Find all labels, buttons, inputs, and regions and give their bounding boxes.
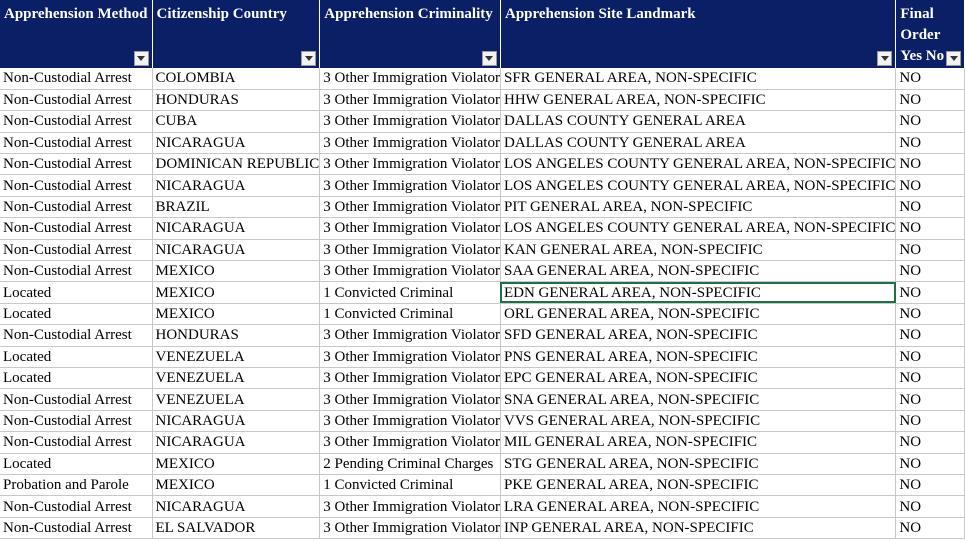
apprehension-method-cell[interactable]: Non-Custodial Arrest: [0, 111, 152, 132]
header-row: [0, 0, 965, 68]
filter-dropdown-icon[interactable]: [301, 51, 316, 66]
table-row: [0, 282, 965, 303]
apprehension-method-cell[interactable]: Located: [0, 346, 152, 367]
table-row: [0, 175, 965, 196]
apprehension-criminality-cell[interactable]: 3 Other Immigration Violator: [320, 218, 501, 239]
table-row: [0, 474, 965, 495]
column-header-label: Final Order Yes No: [900, 6, 945, 64]
apprehension-criminality-cell[interactable]: 3 Other Immigration Violator: [320, 111, 501, 132]
apprehension-method-cell[interactable]: Located: [0, 453, 152, 474]
apprehension-criminality-cell[interactable]: 3 Other Immigration Violator: [320, 389, 501, 410]
apprehension-method-cell[interactable]: Non-Custodial Arrest: [0, 517, 152, 538]
apprehension-criminality-cell[interactable]: 3 Other Immigration Violator: [320, 325, 501, 346]
column-header-label: Apprehension Criminality: [324, 6, 493, 22]
column-header-citizenship-country[interactable]: [152, 0, 320, 68]
table-row: [0, 196, 965, 217]
apprehension-criminality-cell[interactable]: 3 Other Immigration Violator: [320, 132, 501, 153]
table-row: [0, 432, 965, 453]
table-row: [0, 68, 965, 89]
table-row: [0, 496, 965, 517]
final-order-cell[interactable]: NO: [896, 282, 965, 303]
apprehension-method-cell[interactable]: Non-Custodial Arrest: [0, 218, 152, 239]
citizenship-country-cell[interactable]: COLOMBIA: [152, 68, 320, 89]
site-landmark-cell[interactable]: EPC GENERAL AREA, NON-SPECIFIC: [500, 367, 895, 388]
final-order-cell[interactable]: NO: [896, 218, 965, 239]
final-order-cell[interactable]: NO: [896, 346, 965, 367]
citizenship-country-cell[interactable]: NICARAGUA: [152, 432, 320, 453]
final-order-cell[interactable]: NO: [896, 389, 965, 410]
filter-dropdown-icon[interactable]: [946, 51, 961, 66]
final-order-cell[interactable]: NO: [896, 325, 965, 346]
apprehension-criminality-cell[interactable]: 2 Pending Criminal Charges: [320, 453, 501, 474]
final-order-cell[interactable]: NO: [896, 432, 965, 453]
citizenship-country-cell[interactable]: MEXICO: [152, 261, 320, 282]
filter-dropdown-icon[interactable]: [877, 51, 892, 66]
site-landmark-cell[interactable]: LRA GENERAL AREA, NON-SPECIFIC: [500, 496, 895, 517]
site-landmark-cell[interactable]: SFD GENERAL AREA, NON-SPECIFIC: [500, 325, 895, 346]
citizenship-country-cell[interactable]: NICARAGUA: [152, 132, 320, 153]
final-order-cell[interactable]: NO: [896, 367, 965, 388]
column-header-final-order-yes-no[interactable]: [896, 0, 965, 68]
apprehension-method-cell[interactable]: Located: [0, 367, 152, 388]
site-landmark-cell[interactable]: LOS ANGELES COUNTY GENERAL AREA, NON-SPECIFIC: [500, 175, 895, 196]
citizenship-country-cell[interactable]: NICARAGUA: [152, 410, 320, 431]
citizenship-country-cell[interactable]: MEXICO: [152, 303, 320, 324]
citizenship-country-cell[interactable]: VENEZUELA: [152, 389, 320, 410]
table-row: [0, 89, 965, 110]
apprehension-method-cell[interactable]: Non-Custodial Arrest: [0, 389, 152, 410]
site-landmark-cell[interactable]: HHW GENERAL AREA, NON-SPECIFIC: [500, 89, 895, 110]
column-header-label: Apprehension Method: [4, 6, 148, 22]
site-landmark-cell[interactable]: SAA GENERAL AREA, NON-SPECIFIC: [500, 261, 895, 282]
table-row: [0, 132, 965, 153]
apprehension-method-cell[interactable]: Located: [0, 303, 152, 324]
table-row: [0, 261, 965, 282]
column-header-apprehension-method[interactable]: [0, 0, 152, 68]
apprehension-criminality-cell[interactable]: 3 Other Immigration Violator: [320, 175, 501, 196]
citizenship-country-cell[interactable]: NICARAGUA: [152, 218, 320, 239]
final-order-cell[interactable]: NO: [896, 303, 965, 324]
table-row: [0, 154, 965, 175]
column-header-apprehension-site-landmark[interactable]: [500, 0, 895, 68]
apprehension-criminality-cell[interactable]: 1 Convicted Criminal: [320, 474, 501, 495]
table-row: [0, 453, 965, 474]
table-row: [0, 111, 965, 132]
table-body: [0, 68, 965, 539]
site-landmark-cell[interactable]: LOS ANGELES COUNTY GENERAL AREA, NON-SPECIFIC: [500, 154, 895, 175]
apprehension-criminality-cell[interactable]: 3 Other Immigration Violator: [320, 89, 501, 110]
site-landmark-cell[interactable]: PKE GENERAL AREA, NON-SPECIFIC: [500, 474, 895, 495]
citizenship-country-cell[interactable]: BRAZIL: [152, 196, 320, 217]
citizenship-country-cell[interactable]: VENEZUELA: [152, 367, 320, 388]
site-landmark-cell[interactable]: PIT GENERAL AREA, NON-SPECIFIC: [500, 196, 895, 217]
final-order-cell[interactable]: NO: [896, 132, 965, 153]
final-order-cell[interactable]: NO: [896, 68, 965, 89]
citizenship-country-cell[interactable]: NICARAGUA: [152, 239, 320, 260]
apprehension-criminality-cell[interactable]: 3 Other Immigration Violator: [320, 68, 501, 89]
final-order-cell[interactable]: NO: [896, 89, 965, 110]
apprehension-method-cell[interactable]: Non-Custodial Arrest: [0, 132, 152, 153]
column-header-label: Apprehension Site Landmark: [504, 6, 696, 22]
final-order-cell[interactable]: NO: [896, 239, 965, 260]
apprehension-method-cell[interactable]: Non-Custodial Arrest: [0, 325, 152, 346]
column-header-label: Citizenship Country: [156, 6, 287, 22]
site-landmark-cell[interactable]: SNA GENERAL AREA, NON-SPECIFIC: [500, 389, 895, 410]
apprehension-criminality-cell[interactable]: 3 Other Immigration Violator: [320, 346, 501, 367]
citizenship-country-cell[interactable]: DOMINICAN REPUBLIC: [152, 154, 320, 175]
table-row: [0, 346, 965, 367]
citizenship-country-cell[interactable]: VENEZUELA: [152, 346, 320, 367]
apprehension-method-cell[interactable]: Non-Custodial Arrest: [0, 496, 152, 517]
apprehension-method-cell[interactable]: Non-Custodial Arrest: [0, 432, 152, 453]
apprehension-criminality-cell[interactable]: 3 Other Immigration Violator: [320, 367, 501, 388]
final-order-cell[interactable]: NO: [896, 496, 965, 517]
apprehension-method-cell[interactable]: Non-Custodial Arrest: [0, 175, 152, 196]
site-landmark-cell[interactable]: ORL GENERAL AREA, NON-SPECIFIC: [500, 303, 895, 324]
site-landmark-cell[interactable]: INP GENERAL AREA, NON-SPECIFIC: [500, 517, 895, 538]
final-order-cell[interactable]: NO: [896, 111, 965, 132]
table-row: [0, 218, 965, 239]
site-landmark-cell[interactable]: VVS GENERAL AREA, NON-SPECIFIC: [500, 410, 895, 431]
final-order-cell[interactable]: NO: [896, 175, 965, 196]
final-order-cell[interactable]: NO: [896, 410, 965, 431]
table-row: [0, 389, 965, 410]
apprehension-criminality-cell[interactable]: 3 Other Immigration Violator: [320, 261, 501, 282]
table-row: [0, 325, 965, 346]
table-row: [0, 239, 965, 260]
citizenship-country-cell[interactable]: NICARAGUA: [152, 496, 320, 517]
apprehension-method-cell[interactable]: Non-Custodial Arrest: [0, 154, 152, 175]
citizenship-country-cell[interactable]: MEXICO: [152, 453, 320, 474]
citizenship-country-cell[interactable]: HONDURAS: [152, 325, 320, 346]
final-order-cell[interactable]: NO: [896, 453, 965, 474]
apprehension-criminality-cell[interactable]: 3 Other Immigration Violator: [320, 410, 501, 431]
apprehension-method-cell[interactable]: Non-Custodial Arrest: [0, 89, 152, 110]
citizenship-country-cell[interactable]: CUBA: [152, 111, 320, 132]
citizenship-country-cell[interactable]: HONDURAS: [152, 89, 320, 110]
final-order-cell[interactable]: NO: [896, 517, 965, 538]
column-header-apprehension-criminality[interactable]: [320, 0, 501, 68]
table-row: [0, 517, 965, 538]
citizenship-country-cell[interactable]: MEXICO: [152, 474, 320, 495]
apprehension-criminality-cell[interactable]: 3 Other Immigration Violator: [320, 432, 501, 453]
citizenship-country-cell[interactable]: MEXICO: [152, 282, 320, 303]
apprehension-criminality-cell[interactable]: 1 Convicted Criminal: [320, 303, 501, 324]
apprehension-method-cell[interactable]: Non-Custodial Arrest: [0, 68, 152, 89]
table-row: [0, 367, 965, 388]
final-order-cell[interactable]: NO: [896, 261, 965, 282]
citizenship-country-cell[interactable]: NICARAGUA: [152, 175, 320, 196]
citizenship-country-cell[interactable]: EL SALVADOR: [152, 517, 320, 538]
table-row: [0, 303, 965, 324]
site-landmark-cell[interactable]: SFR GENERAL AREA, NON-SPECIFIC: [500, 68, 895, 89]
site-landmark-cell[interactable]: PNS GENERAL AREA, NON-SPECIFIC: [500, 346, 895, 367]
filter-dropdown-icon[interactable]: [482, 51, 497, 66]
apprehension-method-cell[interactable]: Located: [0, 282, 152, 303]
site-landmark-cell[interactable]: STG GENERAL AREA, NON-SPECIFIC: [500, 453, 895, 474]
site-landmark-cell[interactable]: DALLAS COUNTY GENERAL AREA: [500, 132, 895, 153]
apprehension-criminality-cell[interactable]: 3 Other Immigration Violator: [320, 496, 501, 517]
site-landmark-cell[interactable]: EDN GENERAL AREA, NON-SPECIFIC: [500, 282, 895, 303]
apprehension-method-cell[interactable]: Non-Custodial Arrest: [0, 239, 152, 260]
table-row: [0, 410, 965, 431]
site-landmark-cell[interactable]: LOS ANGELES COUNTY GENERAL AREA, NON-SPECIFIC: [500, 218, 895, 239]
apprehension-criminality-cell[interactable]: 3 Other Immigration Violator: [320, 239, 501, 260]
apprehension-method-cell[interactable]: Non-Custodial Arrest: [0, 196, 152, 217]
site-landmark-cell[interactable]: KAN GENERAL AREA, NON-SPECIFIC: [500, 239, 895, 260]
apprehension-method-cell[interactable]: Non-Custodial Arrest: [0, 410, 152, 431]
apprehension-method-cell[interactable]: Probation and Parole: [0, 474, 152, 495]
site-landmark-cell[interactable]: MIL GENERAL AREA, NON-SPECIFIC: [500, 432, 895, 453]
final-order-cell[interactable]: NO: [896, 474, 965, 495]
apprehension-criminality-cell[interactable]: 3 Other Immigration Violator: [320, 154, 501, 175]
filter-dropdown-icon[interactable]: [134, 51, 149, 66]
site-landmark-cell[interactable]: DALLAS COUNTY GENERAL AREA: [500, 111, 895, 132]
final-order-cell[interactable]: NO: [896, 154, 965, 175]
apprehension-criminality-cell[interactable]: 1 Convicted Criminal: [320, 282, 501, 303]
apprehension-criminality-cell[interactable]: 3 Other Immigration Violator: [320, 196, 501, 217]
apprehension-method-cell[interactable]: Non-Custodial Arrest: [0, 261, 152, 282]
apprehension-criminality-cell[interactable]: 3 Other Immigration Violator: [320, 517, 501, 538]
final-order-cell[interactable]: NO: [896, 196, 965, 217]
